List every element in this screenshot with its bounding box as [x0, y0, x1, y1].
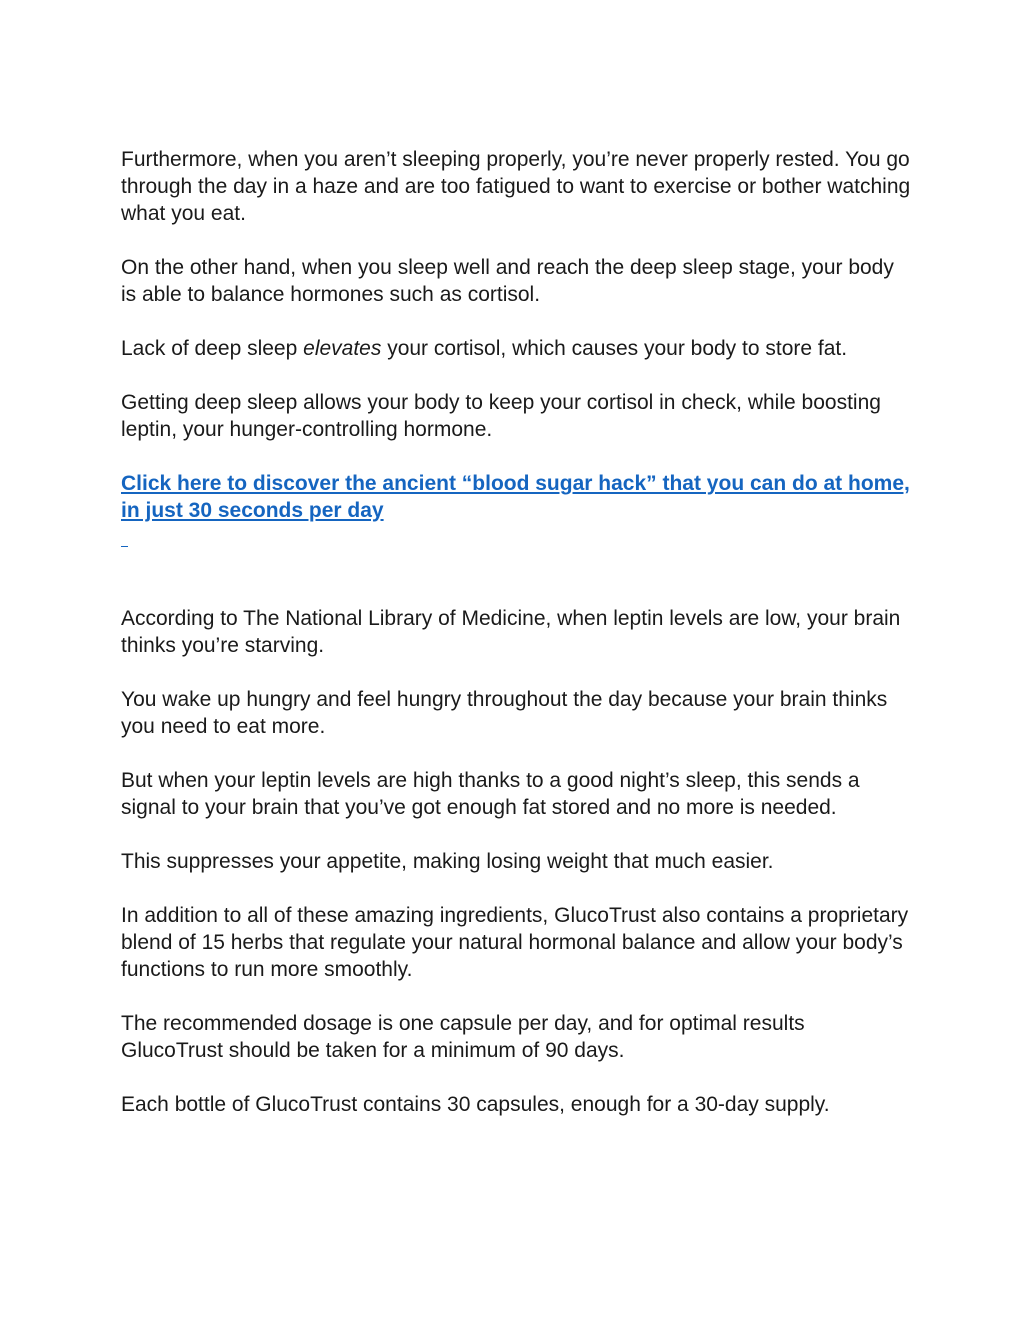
blood-sugar-hack-link[interactable]: Click here to discover the ancient “blood sugar hack” that you can do at home, in just 30 seconds per day — [121, 472, 910, 522]
paragraph-leptin-boost: Getting deep sleep allows your body to keep your cortisol in check, while boosting leptin, your hunger-controlling hormone. — [121, 391, 881, 441]
cortisol-text-start: Lack of deep sleep — [121, 337, 304, 360]
paragraph-deep-sleep-hormones: On the other hand, when you sleep well and reach the deep sleep stage, your body is able to balance hormones such as cortisol. — [121, 256, 894, 306]
paragraph-herb-blend: In addition to all of these amazing ingredients, GlucoTrust also contains a proprietary blend of 15 herbs that regulate your natural hormonal balance and allow your body’s functions to run more smoothly. — [121, 904, 909, 981]
paragraph-leptin-high: But when your leptin levels are high thanks to a good night’s sleep, this sends a signal to your brain that you’ve got enough fat stored and no more is needed. — [121, 769, 860, 819]
empty-underlined-link[interactable] — [121, 524, 128, 551]
paragraph-appetite: This suppresses your appetite, making losing weight that much easier. — [121, 850, 774, 873]
paragraph-leptin-low: According to The National Library of Medicine, when leptin levels are low, your brain thinks you’re starving. — [121, 607, 901, 657]
emphasis-elevates: elevates — [303, 337, 382, 360]
cortisol-text-end: your cortisol, which causes your body to store fat. — [381, 337, 848, 360]
paragraph-bottle-supply: Each bottle of GlucoTrust contains 30 capsules, enough for a 30-day supply. — [121, 1093, 830, 1116]
paragraph-cortisol-fat — [121, 335, 911, 362]
article-body — [121, 146, 911, 1145]
paragraph-wake-hungry: You wake up hungry and feel hungry throughout the day because your brain thinks you need to eat more. — [121, 688, 888, 738]
paragraph-dosage: The recommended dosage is one capsule per day, and for optimal results GlucoTrust should be taken for a minimum of 90 days. — [121, 1012, 805, 1062]
paragraph-sleep-fatigue: Furthermore, when you aren’t sleeping properly, you’re never properly rested. You go through the day in a haze and are too fatigued to want to exercise or bother watching what you eat. — [121, 148, 911, 225]
